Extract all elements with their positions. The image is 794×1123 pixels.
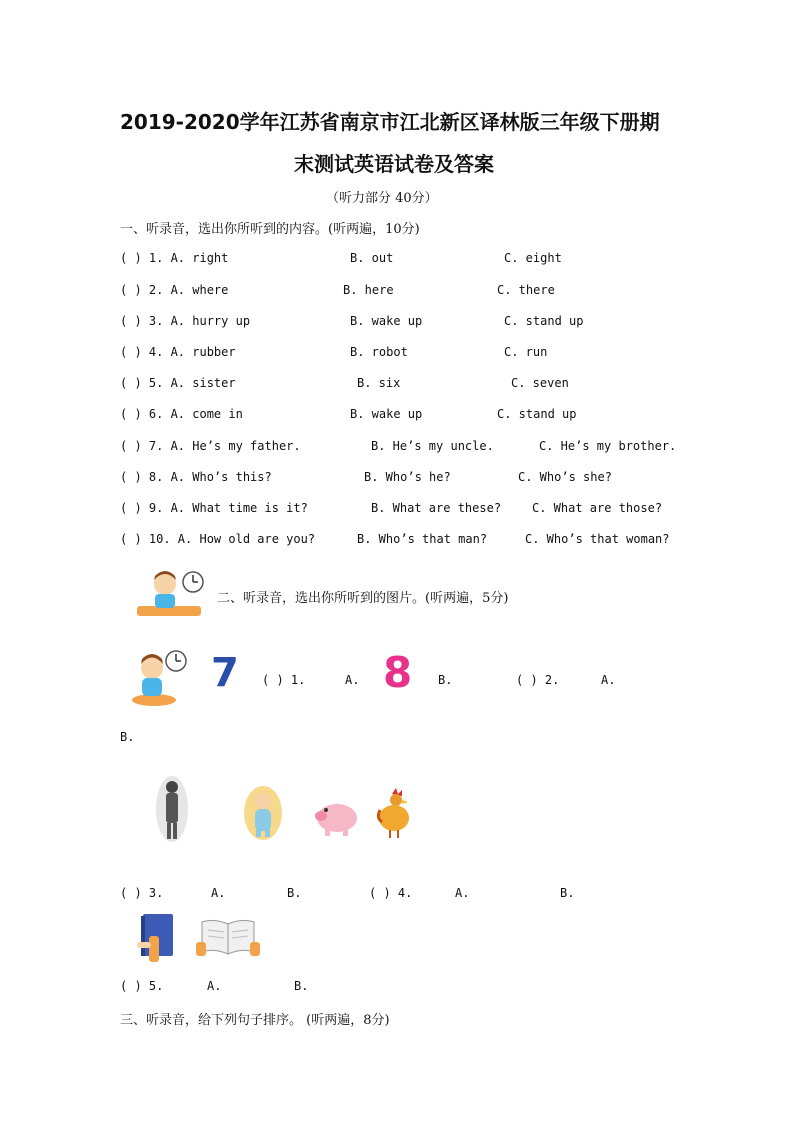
option-b: B. wake up: [350, 407, 423, 421]
section-2-heading: 二、听录音，选出你所听到的图片。(听两遍，5分): [217, 591, 509, 606]
question-stem: ( ) 4. A. rubber: [120, 345, 236, 359]
option-c: C. He’s my brother.: [539, 439, 677, 453]
q5-option-b: B.: [294, 979, 309, 993]
q4-label: ( ) 4.: [369, 886, 413, 900]
q5-option-a: A.: [207, 979, 222, 993]
q2-option-a: A.: [601, 673, 616, 687]
question-stem: ( ) 6. A. come in: [120, 407, 243, 421]
q3-option-b: B.: [287, 886, 302, 900]
q2-option-b: B.: [120, 730, 135, 744]
question-stem: ( ) 2. A. where: [120, 283, 229, 297]
section-1-heading: 一、听录音，选出你所听到的内容。(听两遍，10分): [120, 222, 420, 237]
option-c: C. stand up: [497, 407, 577, 421]
option-b: B. What are these?: [371, 501, 502, 515]
question-stem: ( ) 9. A. What time is it?: [120, 501, 308, 515]
q4-option-b: B.: [560, 886, 575, 900]
q2-label: ( ) 2.: [516, 673, 560, 687]
option-c: C. eight: [504, 251, 562, 265]
option-b: B. Who’s he?: [364, 470, 451, 484]
option-c: C. stand up: [504, 314, 584, 328]
q3-label: ( ) 3.: [120, 886, 164, 900]
option-c: C. What are those?: [532, 501, 663, 515]
closed-book-image: [135, 912, 181, 970]
section-3-heading: 三、听录音，给下列句子排序。 (听两遍，8分): [120, 1013, 390, 1028]
open-book-image: [196, 914, 260, 966]
option-c: C. there: [497, 283, 555, 297]
question-stem: ( ) 8. A. Who’s this?: [120, 470, 272, 484]
q1-option-b: B.: [438, 673, 453, 687]
title-line-2: 末测试英语试卷及答案: [294, 152, 494, 176]
option-c: C. run: [504, 345, 548, 359]
boy-clock-image: [135, 568, 207, 624]
question-stem: ( ) 10. A. How old are you?: [120, 532, 316, 546]
option-b: B. out: [350, 251, 394, 265]
option-b: B. wake up: [350, 314, 423, 328]
option-b: B. robot: [350, 345, 408, 359]
question-stem: ( ) 3. A. hurry up: [120, 314, 251, 328]
title-line-1: 2019-2020学年江苏省南京市江北新区译林版三年级下册期: [120, 110, 660, 134]
question-stem: ( ) 5. A. sister: [120, 376, 236, 390]
option-c: C. Who’s she?: [518, 470, 612, 484]
question-stem: ( ) 7. A. He’s my father.: [120, 439, 301, 453]
chicken-image: [376, 788, 412, 844]
option-c: C. seven: [511, 376, 569, 390]
option-c: C. Who’s that woman?: [525, 532, 670, 546]
subtitle: （听力部分 40分）: [326, 191, 438, 206]
option-b: B. six: [357, 376, 401, 390]
q1-option-a: A.: [345, 673, 360, 687]
q1-label: ( ) 1.: [262, 673, 306, 687]
baby-image: [243, 785, 283, 845]
q5-label: ( ) 5.: [120, 979, 164, 993]
option-b: B. He’s my uncle.: [371, 439, 494, 453]
woman-image: [155, 775, 189, 847]
number-eight-image: 8: [383, 648, 413, 697]
question-stem: ( ) 1. A. right: [120, 251, 229, 265]
q3-option-a: A.: [211, 886, 226, 900]
pig-image: [313, 796, 359, 842]
number-seven-image: 7: [211, 650, 239, 696]
boy-clock-image-2: [130, 648, 190, 712]
q4-option-a: A.: [455, 886, 470, 900]
option-b: B. Who’s that man?: [357, 532, 488, 546]
option-b: B. here: [343, 283, 394, 297]
